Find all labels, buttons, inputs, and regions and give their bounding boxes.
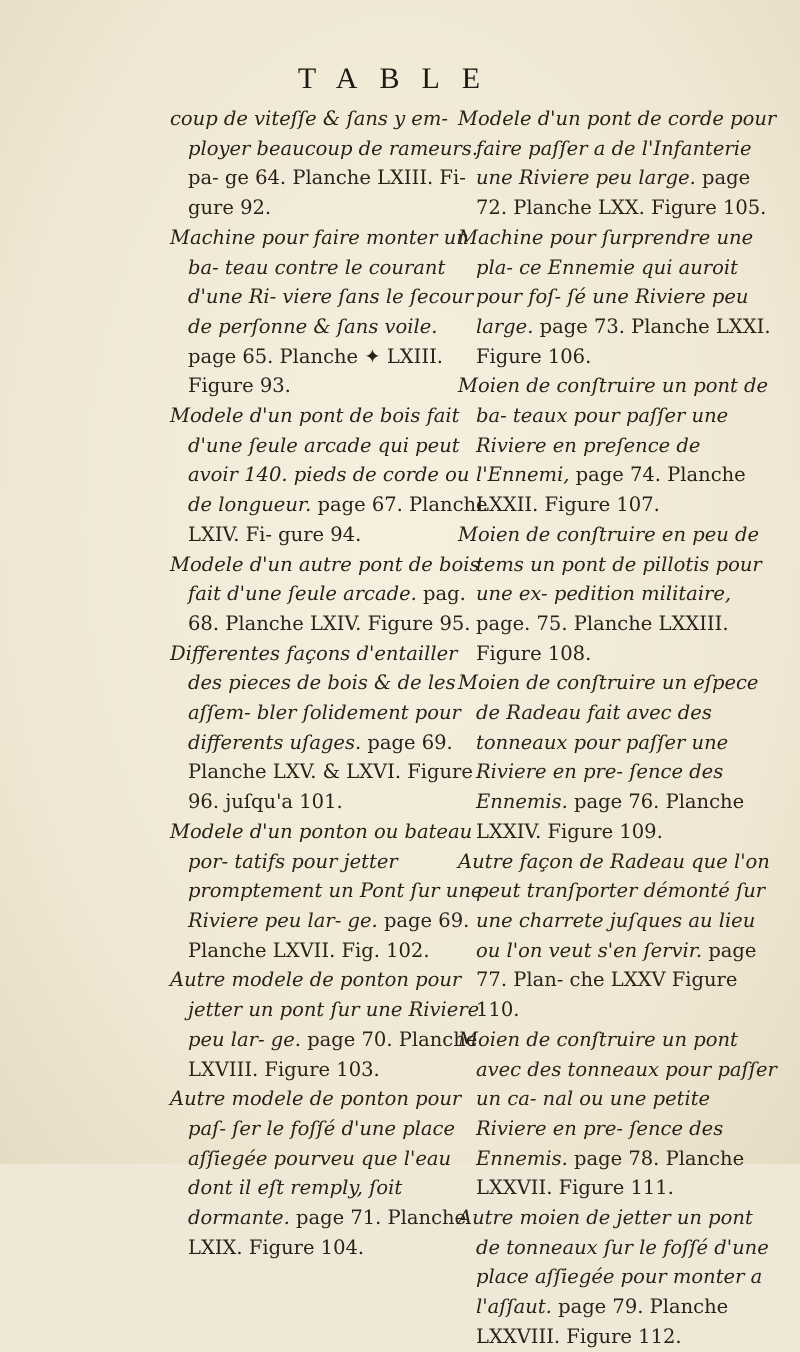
entry-reference: page 77. Plan- che LXXV Figure 110. [476, 938, 757, 1022]
entry-title: Modele d'un pont de corde pour faire paſſer a de l'Infanterie une Riviere peu large. [458, 107, 777, 190]
entry-reference: page 69. Planche LXVII. Fig. 102. [188, 908, 470, 962]
entry-reference: page 78. Planche LXXVII. Figure 111. [476, 1146, 745, 1200]
entry-title: Autre modele de ponton pour jetter un pont ſur une Riviere peu lar- ge. [170, 968, 480, 1051]
entry-title: Machine pour faire monter un ba- teau contre le courant d'une Ri- viere ſans le ſecour de perſonne & ſans voile. [170, 225, 474, 338]
index-entry [458, 847, 778, 1025]
entry-title: Modele d'un pont de bois fait d'une ſeule arcade qui peut avoir 140. pieds de corde ou de longueur. [170, 404, 470, 517]
index-entry [458, 1203, 778, 1352]
index-entry [458, 371, 778, 520]
entry-reference: page 76. Planche LXXIV. Figure 109. [476, 790, 745, 843]
entry-title: Machine pour ſurprendre une pla- ce Ennemie qui auroit pour foſ- ſé une Riviere peu large. [458, 225, 754, 338]
entry-reference: page 65. Planche ✦ LXIII. Figure 93. [188, 344, 443, 398]
entry-reference: page 73. Planche LXXI. Figure 106. [476, 314, 771, 368]
entry-title: Modele d'un autre pont de bois fait d'une ſeule arcade. [170, 552, 480, 606]
entry-title: Moien de conſtruire un pont avec des tonneaux pour paſſer un ca- nal ou une petite Riviere en pre- ſence des Ennemis. [458, 1027, 777, 1170]
entry-title: Autre modele de ponton pour paſ- ſer le foſſé d'une place aſſiegée pourveu que l'eau dont il eſt remply, ſoit dormante. [170, 1087, 462, 1230]
index-entry [170, 104, 490, 223]
entry-reference: page 79. Planche LXXVIII. Figure 112. [476, 1295, 729, 1348]
index-entry [458, 223, 778, 372]
entry-reference: pag. 68. Planche LXIV. Figure 95. [188, 582, 471, 635]
index-entry [170, 550, 490, 639]
index-entry [170, 223, 490, 401]
page-header: TABLE [297, 62, 503, 95]
entry-reference: page 67. Planche LXIV. Fi- gure 94. [188, 493, 488, 546]
entry-reference: page 74. Planche LXXII. Figure 107. [476, 463, 746, 517]
index-entry [458, 104, 778, 223]
index-entry [458, 668, 778, 846]
entry-title: Autre moien de jetter un pont de tonneaux ſur le foſſé d'une place aſſiegée pour monter a l'aſſaut. [458, 1206, 769, 1319]
entry-reference: pa- ge 64. Planche LXIII. Fi- gure 92. [188, 166, 466, 220]
index-entry [170, 639, 490, 817]
left-column [170, 104, 490, 1262]
index-entry [170, 817, 490, 966]
right-column [458, 104, 778, 1352]
index-entry [170, 401, 490, 550]
index-entry [170, 1084, 490, 1262]
entry-reference: page 69. Planche LXV. & LXVI. Figure 96. juſqu'a 101. [188, 730, 473, 814]
entry-title: Moien de conſtruire un pont de ba- teaux pour paſſer une Riviere en preſence de l'Ennemi, [458, 374, 769, 487]
entry-title: coup de viteſſe & ſans y em- ployer beaucoup de rameurs. [170, 107, 478, 160]
entry-reference: page. 75. Planche LXXIII. Figure 108. [476, 611, 729, 665]
index-entry [458, 520, 778, 669]
entry-title: Moien de conſtruire en peu de tems un pont de pillotis pour une ex- pedition militaire, [458, 522, 762, 606]
entry-title: Autre façon de Radeau que l'on peut tranſporter démonté ſur une charrete juſques au lieu ou l'on veut s'en ſervir. [458, 849, 770, 962]
entry-title: Moien de conſtruire un eſpece de Radeau fait avec des tonneaux pour paſſer une Riviere en pre- ſence des Ennemis. [458, 671, 759, 814]
entry-reference: page 70. Planche LXVIII. Figure 103. [188, 1027, 478, 1081]
index-entry [458, 1025, 778, 1203]
entry-reference: page 72. Planche LXX. Figure 105. [476, 166, 767, 220]
entry-title: Differentes façons d'entailler des pieces de bois & de les aſſem- bler ſolidement pour differents uſages. [170, 641, 461, 754]
entry-title: Modele d'un ponton ou bateau por- tatifs pour jetter promptement un Pont ſur une Riviere peu lar- ge. [170, 819, 483, 932]
entry-reference: page 71. Planche LXIX. Figure 104. [188, 1206, 467, 1259]
index-entry [170, 965, 490, 1084]
